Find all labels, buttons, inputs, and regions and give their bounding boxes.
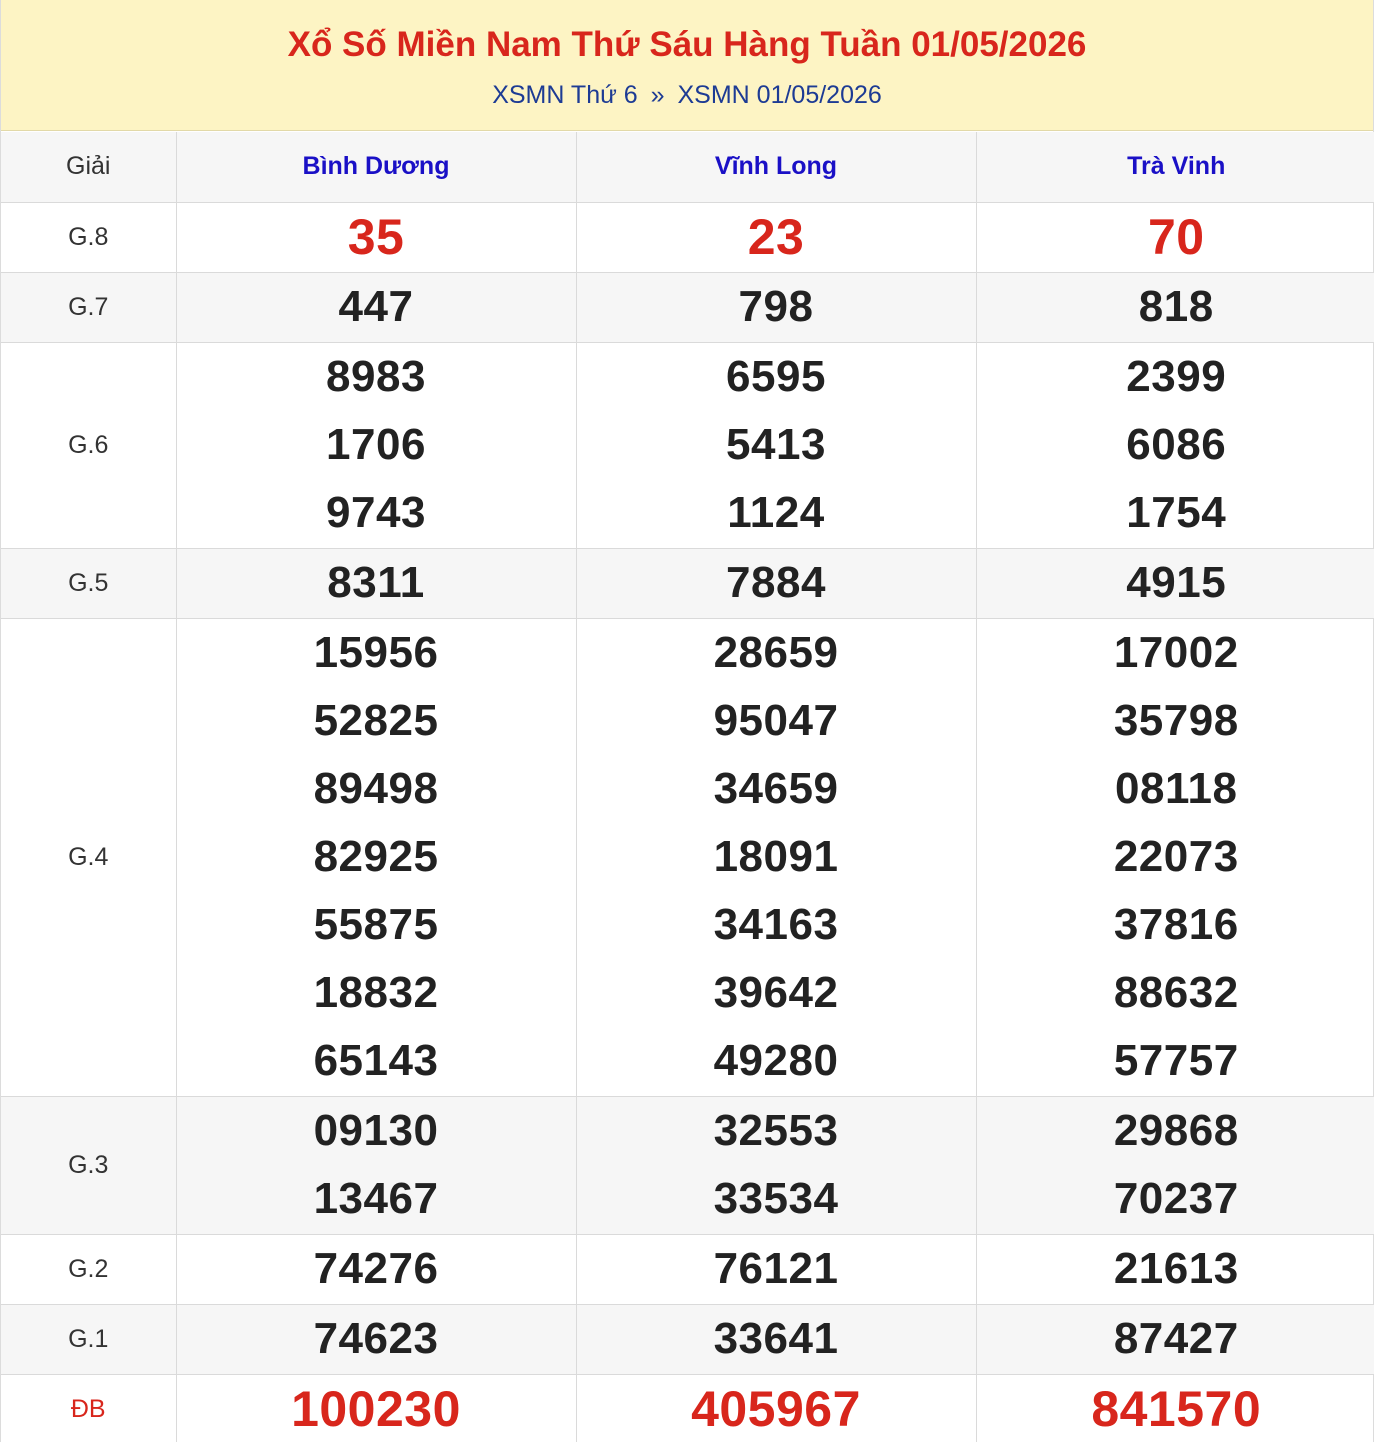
result-number: 82925	[313, 832, 439, 881]
result-number: 09130	[313, 1106, 439, 1155]
result-number: 76121	[713, 1244, 839, 1293]
result-cell	[576, 342, 976, 548]
prize-row-special	[1, 1374, 1374, 1442]
result-cell	[976, 202, 1374, 272]
prize-label: G.4	[1, 618, 176, 1096]
prize-column-header: Giải	[1, 132, 176, 202]
result-number: 37816	[1113, 900, 1239, 949]
prize-row-g2	[1, 1234, 1374, 1304]
result-number: 1706	[326, 420, 426, 469]
prize-label-special: ĐB	[1, 1374, 176, 1442]
table-header-row	[1, 132, 1374, 202]
special-prize-number: 405967	[691, 1381, 861, 1437]
result-number: 74276	[313, 1244, 439, 1293]
result-cell	[576, 202, 976, 272]
result-number: 08118	[1115, 764, 1238, 813]
result-number: 34659	[713, 764, 839, 813]
result-number: 8311	[327, 558, 425, 607]
result-number: 29868	[1113, 1106, 1239, 1155]
result-number: 9743	[326, 488, 426, 537]
result-number: 5413	[726, 420, 826, 469]
result-cell	[176, 1234, 576, 1304]
result-number: 15956	[313, 628, 439, 677]
result-cell	[176, 202, 576, 272]
result-number: 88632	[1113, 968, 1239, 1017]
result-number: 55875	[313, 900, 439, 949]
result-number: 70	[1147, 209, 1205, 265]
prize-label: G.8	[1, 202, 176, 272]
result-number: 4915	[1126, 558, 1227, 607]
result-number: 6086	[1126, 420, 1227, 469]
result-number: 1754	[1126, 488, 1227, 537]
prize-row-g6	[1, 342, 1374, 548]
result-number: 21613	[1113, 1244, 1239, 1293]
result-cell	[976, 1374, 1374, 1442]
result-number: 17002	[1113, 628, 1239, 677]
result-number: 95047	[713, 696, 839, 745]
result-cell	[976, 618, 1374, 1096]
result-number: 7884	[726, 558, 826, 607]
result-cell	[576, 1234, 976, 1304]
breadcrumb-separator: »	[650, 81, 665, 109]
result-number: 18091	[713, 832, 839, 881]
prize-row-g4	[1, 618, 1374, 1096]
result-number: 28659	[713, 628, 839, 677]
special-prize-number: 100230	[291, 1381, 461, 1437]
result-cell	[576, 272, 976, 342]
result-cell	[976, 548, 1374, 618]
results-header	[1, 0, 1373, 131]
breadcrumb	[1, 80, 1373, 110]
result-cell	[976, 1304, 1374, 1374]
result-number: 74623	[313, 1314, 439, 1363]
result-cell	[576, 548, 976, 618]
result-cell	[576, 1096, 976, 1234]
result-cell	[976, 1096, 1374, 1234]
result-number: 23	[747, 209, 805, 265]
result-number: 39642	[713, 968, 839, 1017]
result-cell	[176, 272, 576, 342]
result-number: 33534	[713, 1174, 839, 1223]
result-number: 87427	[1113, 1314, 1239, 1363]
province-header-tra-vinh[interactable]: Trà Vinh	[976, 132, 1374, 202]
result-number: 33641	[713, 1314, 839, 1363]
prize-row-g7	[1, 272, 1374, 342]
result-number: 1124	[727, 488, 825, 537]
result-cell	[176, 1374, 576, 1442]
page-title: Xổ Số Miền Nam Thứ Sáu Hàng Tuần 01/05/2026	[287, 25, 1087, 64]
result-number: 32553	[713, 1106, 839, 1155]
result-number: 89498	[313, 764, 439, 813]
special-prize-number: 841570	[1091, 1381, 1262, 1437]
result-number: 35798	[1113, 696, 1239, 745]
result-cell	[176, 342, 576, 548]
result-number: 447	[338, 282, 414, 331]
result-cell	[576, 618, 976, 1096]
result-number: 70237	[1113, 1174, 1239, 1223]
prize-label: G.2	[1, 1234, 176, 1304]
result-number: 798	[738, 282, 814, 331]
result-cell	[976, 1234, 1374, 1304]
result-number: 13467	[313, 1174, 439, 1223]
result-number: 6595	[726, 352, 826, 401]
prize-label: G.1	[1, 1304, 176, 1374]
province-header-vinh-long[interactable]: Vĩnh Long	[576, 132, 976, 202]
result-cell	[176, 1304, 576, 1374]
result-number: 34163	[713, 900, 839, 949]
result-number: 8983	[326, 352, 426, 401]
result-number: 2399	[1126, 352, 1227, 401]
breadcrumb-link-friday[interactable]: XSMN Thứ 6	[492, 81, 638, 109]
result-number: 57757	[1113, 1036, 1239, 1085]
result-number: 49280	[713, 1036, 839, 1085]
result-cell	[176, 1096, 576, 1234]
result-number: 22073	[1113, 832, 1239, 881]
prize-row-g5	[1, 548, 1374, 618]
result-cell	[976, 272, 1374, 342]
result-cell	[576, 1304, 976, 1374]
prize-label: G.7	[1, 272, 176, 342]
prize-row-g3	[1, 1096, 1374, 1234]
prize-label: G.6	[1, 342, 176, 548]
breadcrumb-link-date[interactable]: XSMN 01/05/2026	[677, 81, 882, 109]
result-cell	[176, 548, 576, 618]
prize-row-g8	[1, 202, 1374, 272]
prize-label: G.3	[1, 1096, 176, 1234]
result-cell	[176, 618, 576, 1096]
results-table	[1, 132, 1374, 1442]
province-header-binh-duong[interactable]: Bình Dương	[176, 132, 576, 202]
prize-row-g1	[1, 1304, 1374, 1374]
result-number: 18832	[313, 968, 439, 1017]
result-cell	[976, 342, 1374, 548]
prize-label: G.5	[1, 548, 176, 618]
result-cell	[576, 1374, 976, 1442]
result-number: 65143	[313, 1036, 439, 1085]
result-number: 52825	[313, 696, 439, 745]
result-number: 818	[1138, 282, 1214, 331]
result-number: 35	[347, 209, 405, 265]
